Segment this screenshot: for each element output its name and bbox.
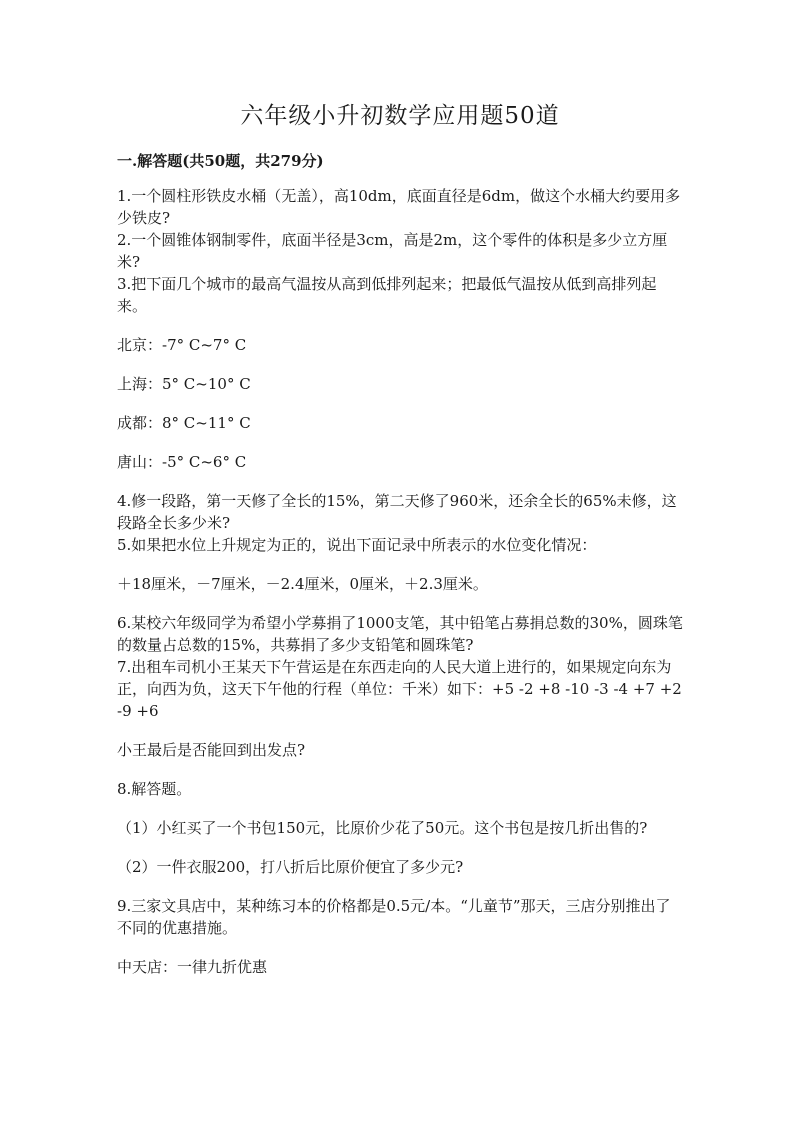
question-8-part-2: （2）一件衣服200，打八折后比原价便宜了多少元?: [117, 858, 464, 876]
question-9: 9.三家文具店中，某种练习本的价格都是0.5元/本。“儿童节”那天，三店分别推出了不同的优惠措施。: [117, 897, 671, 937]
question-8: 8.解答题。: [117, 780, 192, 798]
city-temperature-shanghai: 上海：5° C~10° C: [117, 375, 251, 393]
city-temperature-beijing: 北京：-7° C~7° C: [117, 336, 247, 354]
question-2: 2.一个圆锥体钢制零件，底面半径是3cm，高是2m，这个零件的体积是多少立方厘米?: [117, 231, 668, 271]
question-7-ask: 小王最后是否能回到出发点?: [117, 741, 306, 759]
document-title: 六年级小升初数学应用题50道: [240, 103, 560, 129]
question-4: 4.修一段路，第一天修了全长的15%，第二天修了960米，还余全长的65%未修，这段路全长多少米?: [117, 492, 677, 532]
section-heading: 一.解答题(共50题，共279分): [117, 152, 324, 170]
water-level-records: ＋18厘米，－7厘米，－2.4厘米，0厘米，＋2.3厘米。: [117, 575, 488, 593]
question-1: 1.一个圆柱形铁皮水桶（无盖），高10dm，底面直径是6dm，做这个水桶大约要用多少铁皮?: [117, 187, 681, 227]
question-9-store-zhongtian: 中天店：一律九折优惠: [117, 958, 268, 976]
city-temperature-chengdu: 成都：8° C~11° C: [117, 414, 251, 432]
question-6: 6.某校六年级同学为希望小学募捐了1000支笔，其中铅笔占募捐总数的30%，圆珠笔的数量占总数的15%，共募捐了多少支铅笔和圆珠笔?: [117, 614, 683, 654]
document-body: [117, 185, 683, 978]
question-5: 5.如果把水位上升规定为正的，说出下面记录中所表示的水位变化情况：: [117, 536, 597, 554]
city-temperature-tangshan: 唐山：-5° C~6° C: [117, 453, 247, 471]
question-7: 7.出租车司机小王某天下午营运是在东西走向的人民大道上进行的，如果规定向东为正，向西为负，这天下午他的行程（单位：千米）如下：+5 -2 +8 -10 -3 -4 +7 +2 -9 +6: [117, 658, 682, 720]
question-3: 3.把下面几个城市的最高气温按从高到低排列起来；把最低气温按从低到高排列起来。: [117, 275, 657, 315]
question-8-part-1: （1）小红买了一个书包150元，比原价少花了50元。这个书包是按几折出售的?: [117, 819, 648, 837]
